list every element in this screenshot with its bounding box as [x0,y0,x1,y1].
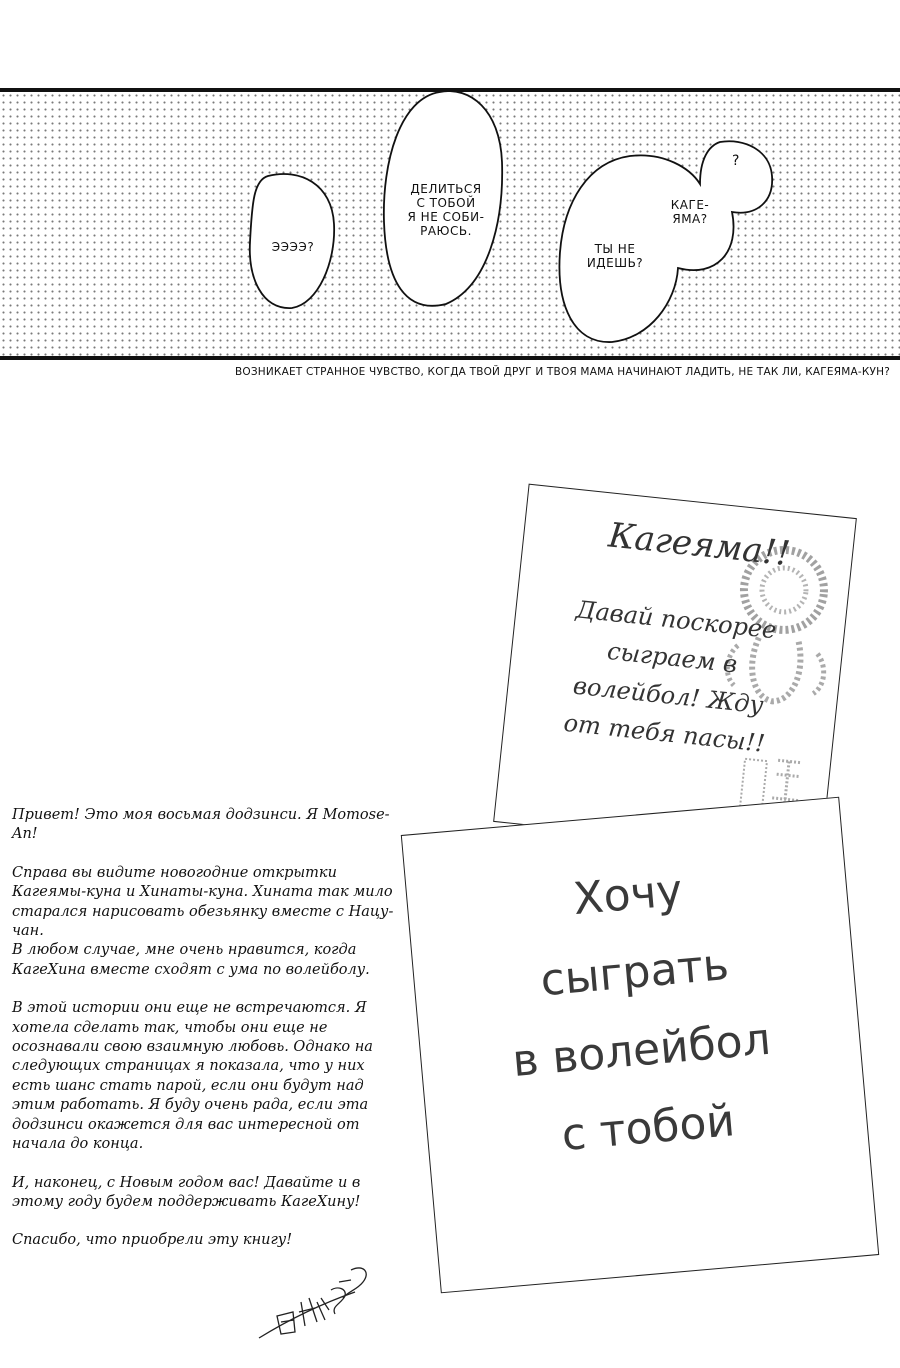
note-paragraph: Справа вы видите новогодние открытки Кагеямы-куна и Хинаты-куна. Хината так мило старался нарисовать обезьянку вместе с Нацу-чан. В любом случае, мне очень нравится, когда КагеХина вместе сходят с ума по волейболу. [12,864,394,978]
author-note [12,806,402,1270]
bubble-share: ДЕЛИТЬСЯ С ТОБОЙ Я НЕ СОБИ- РАЮСЬ. [407,182,485,238]
note-paragraph: В этой истории они еще не встречаются. Я хотела сделать так, чтобы они еще не осознавали свою взаимную любовь. Однако на следующих страницах я показала, что у них есть шанс стать парой, если они будут над этим работать. Я буду очень рада, если эта додзинси окажется для вас интересной от начала до конца. [12,1000,373,1153]
author-signature [255,1262,375,1342]
card-kageyama-message: Хочу сыграть в волейбол с тобой [510,864,773,1162]
note-paragraph: Привет! Это моя восьмая додзинси. Я Momose-An! [12,807,390,843]
card-hinata-title: Кагеяма!! [606,515,792,575]
new-year-card-kageyama [401,797,879,1294]
bubble-not-going: ТЫ НЕ ИДЕШЬ? [586,242,644,270]
card-hinata-message: Давай поскорее сыграем в волейбол! Жду от тебя пасы!! [562,595,778,758]
bubble-question: ? [732,153,740,169]
comic-panel [0,88,900,360]
note-paragraph: И, наконец, с Новым годом вас! Давайте и в этому году будем поддерживать КагеХину! [12,1174,361,1210]
bubble-kageyama: КАГЕ- ЯМА? [670,198,710,226]
note-paragraph: Спасибо, что приобрели эту книгу! [12,1232,293,1249]
bubble-eeee: ЭЭЭЭ? [271,240,315,254]
panel-caption: ВОЗНИКАЕТ СТРАННОЕ ЧУВСТВО, КОГДА ТВОЙ ДРУГ И ТВОЯ МАМА НАЧИНАЮТ ЛАДИТЬ, НЕ ТАК ЛИ, КАГЕЯМА-КУН? [234,366,890,378]
